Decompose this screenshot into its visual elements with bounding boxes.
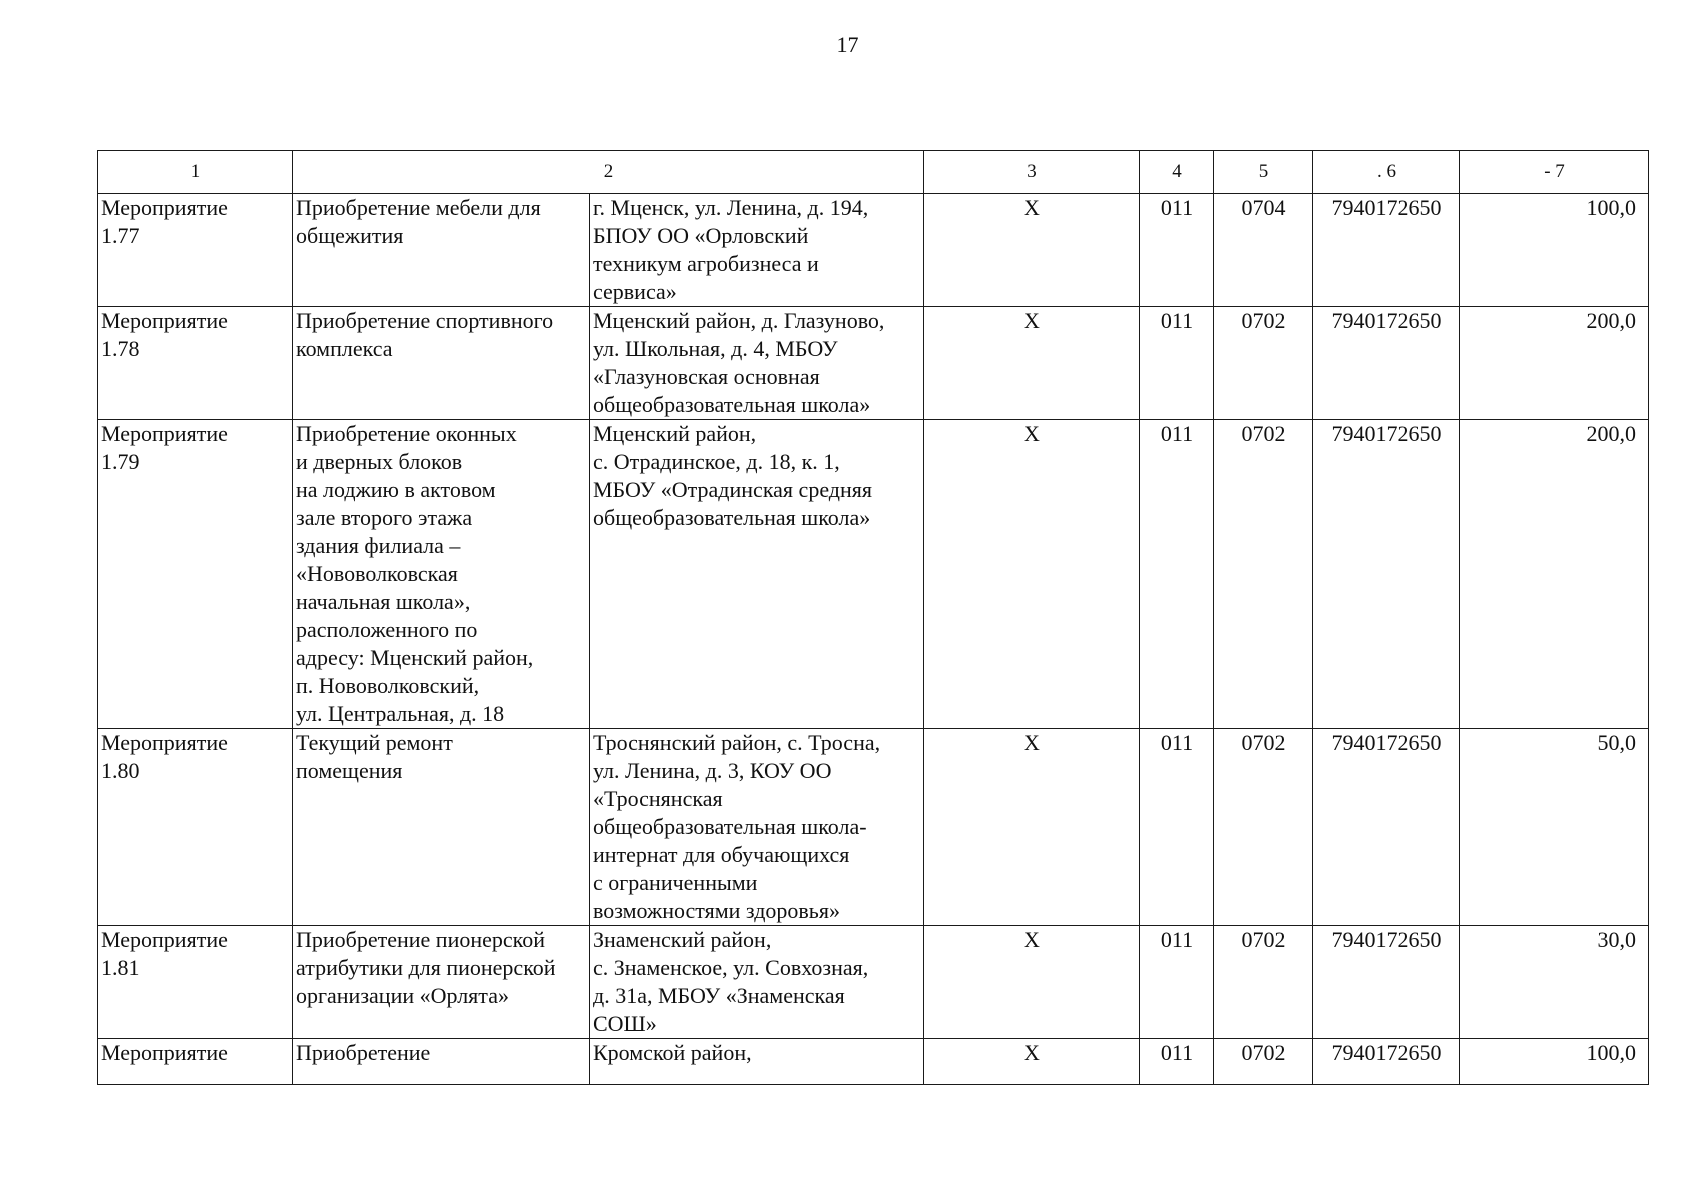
kbk-cell: 7940172650 bbox=[1313, 729, 1460, 926]
table-header-row bbox=[98, 151, 1649, 194]
address-cell-line: БПОУ ОО «Орловский bbox=[593, 223, 809, 248]
address-cell bbox=[590, 926, 924, 1039]
event-name-cell-line: п. Нововолковский, bbox=[296, 673, 480, 698]
event-name-cell bbox=[293, 1039, 590, 1085]
event-cell-line: 1.81 bbox=[101, 955, 140, 980]
code-4-cell: 011 bbox=[1140, 307, 1214, 420]
event-name-cell-line: Приобретение спортивного bbox=[296, 308, 554, 333]
address-cell-line: техникум агробизнеса и bbox=[593, 251, 819, 276]
event-name-cell-line: комплекса bbox=[296, 336, 393, 361]
address-cell-line: «Глазуновская основная bbox=[593, 364, 820, 389]
mark-cell: Х bbox=[924, 926, 1140, 1039]
code-4-cell: 011 bbox=[1140, 194, 1214, 307]
code-5-cell: 0702 bbox=[1214, 729, 1313, 926]
event-name-cell-line: адресу: Мценский район, bbox=[296, 645, 534, 670]
header-cell-3: 3 bbox=[924, 151, 1140, 194]
event-name-cell bbox=[293, 194, 590, 307]
event-cell bbox=[98, 307, 293, 420]
budget-table bbox=[97, 150, 1649, 1085]
address-cell-line: Мценский район, bbox=[593, 421, 757, 446]
table-row bbox=[98, 420, 1649, 729]
mark-cell: Х bbox=[924, 420, 1140, 729]
event-name-cell-line: расположенного по bbox=[296, 617, 478, 642]
code-5-cell: 0702 bbox=[1214, 307, 1313, 420]
address-cell-line: Кромской район, bbox=[593, 1040, 752, 1065]
event-name-cell-line: Приобретение bbox=[296, 1040, 431, 1065]
code-5-cell: 0702 bbox=[1214, 420, 1313, 729]
mark-cell: Х bbox=[924, 729, 1140, 926]
amount-cell: 200,0 bbox=[1460, 420, 1649, 729]
kbk-cell: 7940172650 bbox=[1313, 420, 1460, 729]
event-cell-line: Мероприятие bbox=[101, 195, 228, 220]
event-name-cell-line: Приобретение мебели для bbox=[296, 195, 541, 220]
event-cell bbox=[98, 1039, 293, 1085]
event-cell-line: Мероприятие bbox=[101, 421, 228, 446]
address-cell bbox=[590, 307, 924, 420]
amount-cell: 50,0 bbox=[1460, 729, 1649, 926]
event-name-cell-line: зале второго этажа bbox=[296, 505, 473, 530]
header-cell-6: . 6 bbox=[1313, 151, 1460, 194]
table-row bbox=[98, 926, 1649, 1039]
address-cell-line: с. Отрадинское, д. 18, к. 1, bbox=[593, 449, 840, 474]
event-name-cell-line: организации «Орлята» bbox=[296, 983, 509, 1008]
code-4-cell: 011 bbox=[1140, 1039, 1214, 1085]
amount-cell: 100,0 bbox=[1460, 1039, 1649, 1085]
address-cell-line: СОШ» bbox=[593, 1011, 657, 1036]
mark-cell: Х bbox=[924, 194, 1140, 307]
mark-cell: Х bbox=[924, 1039, 1140, 1085]
event-name-cell-line: начальная школа», bbox=[296, 589, 471, 614]
event-cell bbox=[98, 420, 293, 729]
header-cell-2: 2 bbox=[293, 151, 924, 194]
event-cell-line: Мероприятие bbox=[101, 308, 228, 333]
address-cell bbox=[590, 729, 924, 926]
header-cell-1: 1 bbox=[98, 151, 293, 194]
header-cell-7: - 7 bbox=[1460, 151, 1649, 194]
event-name-cell-line: здания филиала – bbox=[296, 533, 461, 558]
address-cell-line: д. 31а, МБОУ «Знаменская bbox=[593, 983, 845, 1008]
event-name-cell-line: Текущий ремонт bbox=[296, 730, 453, 755]
address-cell-line: «Троснянская bbox=[593, 786, 723, 811]
address-cell-line: ул. Ленина, д. 3, КОУ ОО bbox=[593, 758, 832, 783]
code-5-cell: 0702 bbox=[1214, 1039, 1313, 1085]
page-number: 17 bbox=[836, 32, 859, 57]
event-cell-line: Мероприятие bbox=[101, 730, 228, 755]
event-name-cell-line: ул. Центральная, д. 18 bbox=[296, 701, 505, 726]
address-cell-line: ул. Школьная, д. 4, МБОУ bbox=[593, 336, 838, 361]
kbk-cell: 7940172650 bbox=[1313, 194, 1460, 307]
address-cell-line: общеобразовательная школа» bbox=[593, 505, 871, 530]
event-cell bbox=[98, 729, 293, 926]
address-cell-line: с ограниченными bbox=[593, 870, 758, 895]
kbk-cell: 7940172650 bbox=[1313, 926, 1460, 1039]
event-cell bbox=[98, 926, 293, 1039]
event-name-cell-line: Приобретение пионерской bbox=[296, 927, 546, 952]
event-cell-line: 1.77 bbox=[101, 223, 140, 248]
address-cell-line: Знаменский район, bbox=[593, 927, 772, 952]
amount-cell: 100,0 bbox=[1460, 194, 1649, 307]
event-name-cell-line: и дверных блоков bbox=[296, 449, 463, 474]
event-cell bbox=[98, 194, 293, 307]
event-cell-line: 1.80 bbox=[101, 758, 140, 783]
address-cell-line: общеобразовательная школа- bbox=[593, 814, 867, 839]
address-cell-line: Мценский район, д. Глазуново, bbox=[593, 308, 885, 333]
event-name-cell-line: общежития bbox=[296, 223, 404, 248]
table-row bbox=[98, 729, 1649, 926]
event-name-cell-line: атрибутики для пионерской bbox=[296, 955, 556, 980]
mark-cell: Х bbox=[924, 307, 1140, 420]
header-cell-5: 5 bbox=[1214, 151, 1313, 194]
code-5-cell: 0702 bbox=[1214, 926, 1313, 1039]
event-name-cell-line: «Нововолковская bbox=[296, 561, 458, 586]
code-4-cell: 011 bbox=[1140, 926, 1214, 1039]
event-cell-line: Мероприятие bbox=[101, 927, 228, 952]
event-name-cell bbox=[293, 307, 590, 420]
address-cell-line: Троснянский район, с. Тросна, bbox=[593, 730, 881, 755]
table-row bbox=[98, 307, 1649, 420]
event-name-cell-line: на лоджию в актовом bbox=[296, 477, 496, 502]
kbk-cell: 7940172650 bbox=[1313, 307, 1460, 420]
code-4-cell: 011 bbox=[1140, 729, 1214, 926]
event-name-cell bbox=[293, 926, 590, 1039]
code-4-cell: 011 bbox=[1140, 420, 1214, 729]
code-5-cell: 0704 bbox=[1214, 194, 1313, 307]
address-cell-line: сервиса» bbox=[593, 279, 677, 304]
header-cell-4: 4 bbox=[1140, 151, 1214, 194]
amount-cell: 30,0 bbox=[1460, 926, 1649, 1039]
kbk-cell: 7940172650 bbox=[1313, 1039, 1460, 1085]
event-cell-line: 1.78 bbox=[101, 336, 140, 361]
event-cell-line: 1.79 bbox=[101, 449, 140, 474]
event-name-cell bbox=[293, 420, 590, 729]
address-cell-line: с. Знаменское, ул. Совхозная, bbox=[593, 955, 869, 980]
table-row bbox=[98, 194, 1649, 307]
address-cell bbox=[590, 194, 924, 307]
table-row bbox=[98, 1039, 1649, 1085]
event-cell-line: Мероприятие bbox=[101, 1040, 228, 1065]
address-cell-line: МБОУ «Отрадинская средняя bbox=[593, 477, 872, 502]
address-cell bbox=[590, 1039, 924, 1085]
address-cell-line: интернат для обучающихся bbox=[593, 842, 850, 867]
event-name-cell-line: помещения bbox=[296, 758, 403, 783]
event-name-cell bbox=[293, 729, 590, 926]
address-cell-line: общеобразовательная школа» bbox=[593, 392, 871, 417]
event-name-cell-line: Приобретение оконных bbox=[296, 421, 517, 446]
amount-cell: 200,0 bbox=[1460, 307, 1649, 420]
address-cell-line: г. Мценск, ул. Ленина, д. 194, bbox=[593, 195, 869, 220]
address-cell bbox=[590, 420, 924, 729]
address-cell-line: возможностями здоровья» bbox=[593, 898, 840, 923]
